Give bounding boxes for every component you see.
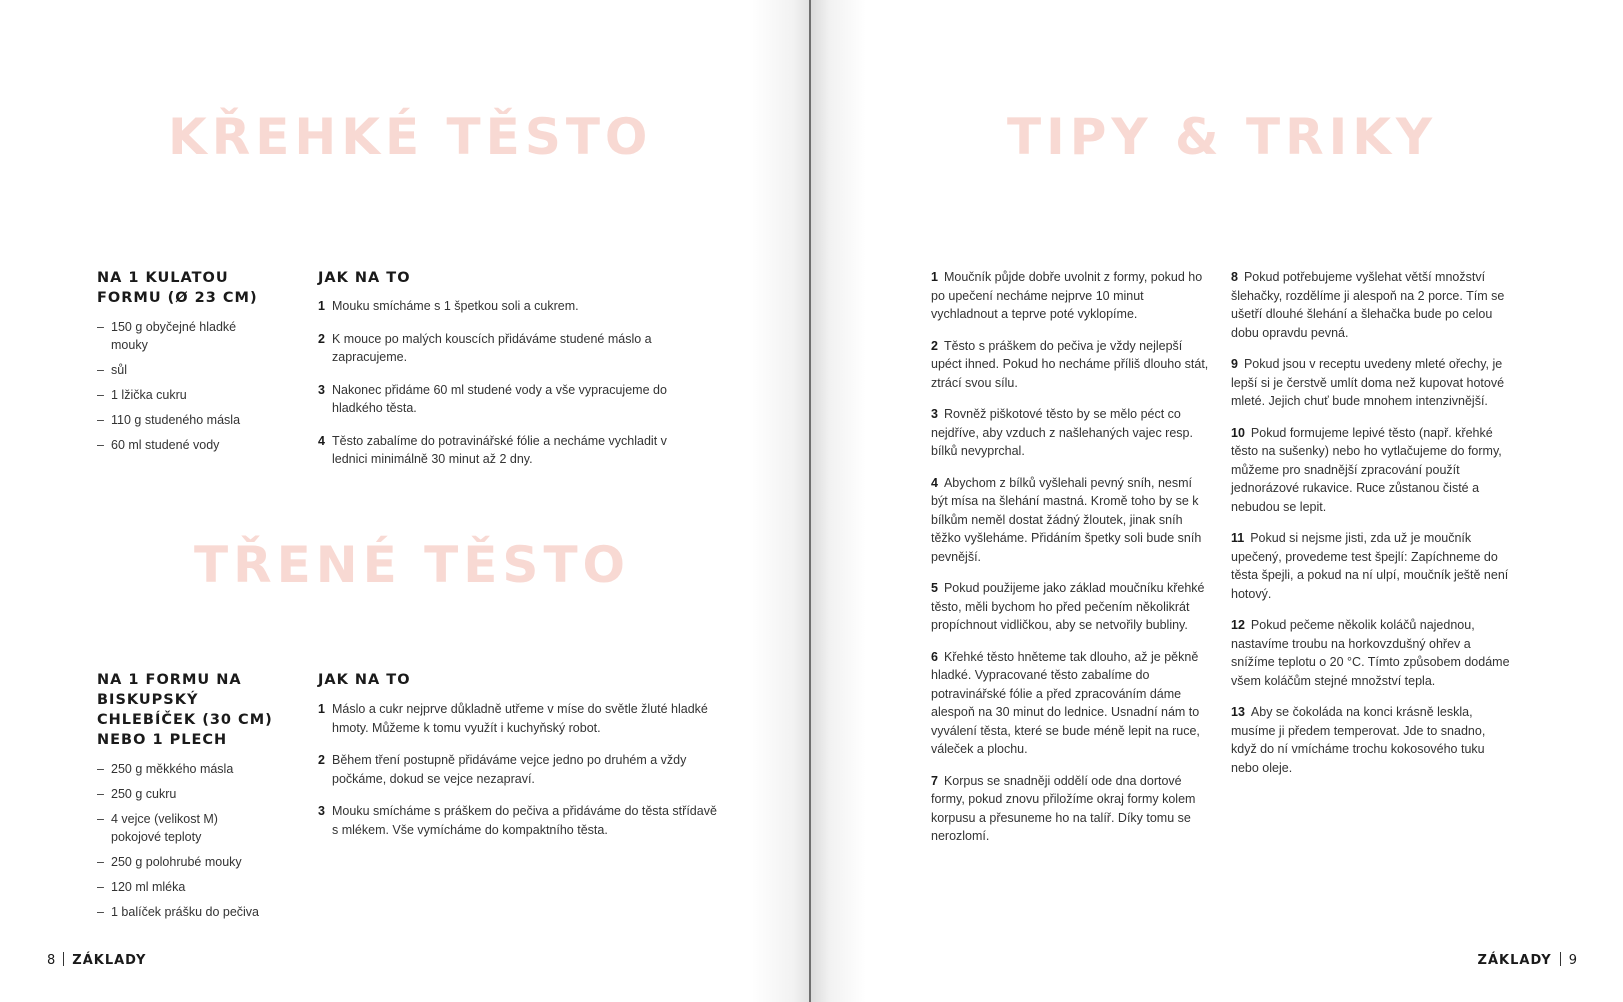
ingredient-item: – 4 vejce (velikost M) pokojové teploty [97,810,267,846]
ingredient-item: – 250 g cukru [97,785,267,803]
step-number: 1 [318,702,325,716]
tip-item [1231,616,1511,690]
right-page [811,0,1623,1002]
step-number: 2 [318,753,325,767]
ingredients-list [97,318,262,461]
step-text: K mouce po malých kouscích přidáváme studené máslo a zapracujeme. [332,331,652,364]
step-item [318,802,718,839]
step-number: 3 [318,382,325,397]
steps-heading: JAK NA TO [318,270,411,286]
footer-section-name: ZÁKLADY [1477,953,1552,968]
tip-text: Pokud si nejsme jisti, zda už je moučník upečený, provedeme test špejlí: Zapíchneme do těsta špejli, a pokud na ní ulpí, moučník ještě není hotový. [1231,531,1509,601]
tip-item [1231,529,1511,603]
tip-item [931,772,1211,846]
ingredient-item: – 150 g obyčejné hladké mouky [97,318,262,354]
tip-item [931,337,1211,393]
step-number: 3 [318,804,325,818]
ingredient-item: – 120 ml mléka [97,878,267,896]
tip-text: Těsto s práškem do pečiva je vždy nejlepší upéct ihned. Pokud ho necháme příliš dlouho stát, ztrácí svou sílu. [931,338,1209,390]
spine-shadow-left [751,0,811,1002]
page-footer-right [1478,952,1577,970]
tip-number: 12 [1231,618,1245,632]
ingredient-item: – 110 g studeného másla [97,411,262,429]
steps-heading: JAK NA TO [318,672,411,688]
ingredients-list [97,760,267,928]
ingredient-item: – 1 lžička cukru [97,386,262,404]
step-item [318,381,688,418]
footer-section-name: ZÁKLADY [72,953,147,968]
spine-shadow-right [811,0,866,1002]
footer-divider [63,952,64,966]
footer-divider [1560,952,1561,966]
tip-item [931,579,1211,635]
step-item [318,297,688,316]
tips-column-1 [931,268,1211,859]
step-item [318,330,688,367]
page-number: 9 [1568,953,1577,968]
tip-number: 8 [1231,270,1238,284]
tip-text: Pokud formujeme lepivé těsto (např. křehké těsto na sušenky) nebo ho vytlačujeme do formy, můžeme pro snadnější zpracování použít jednorázové rukavice. Ruce zůstanou čisté a nebudou se lepit. [1231,425,1502,514]
step-text: Nakonec přidáme 60 ml studené vody a vše vypracujeme do hladkého těsta. [332,382,667,415]
tip-item [1231,355,1511,411]
tip-number: 4 [931,475,938,490]
tip-number: 9 [1231,357,1238,371]
step-text: Během tření postupně přidáváme vejce jedno po druhém a vždy počkáme, dokud se vejce nezapraví. [332,753,687,786]
tip-text: Moučník půjde dobře uvolnit z formy, pokud ho po upečení necháme nejprve 10 minut vychladnout a teprve poté vyklopíme. [931,270,1203,321]
ingredient-item: – 250 g měkkého másla [97,760,267,778]
tip-item [931,474,1211,567]
tip-item [1231,703,1511,777]
tip-item [1231,268,1511,342]
step-number: 1 [318,299,325,313]
tip-text: Křehké těsto hněteme tak dlouho, až je pěkně hladké. Vypracované těsto zabalíme do potravinářské fólie a před zpracováním dáme alespoň na 30 minut do lednice. Usnadní nám to vyválení těsta, které se bude méně lepit na ruce, váleček a plochu. [931,649,1200,756]
left-page [0,0,811,1002]
section-title-tipy-triky: TIPY & TRIKY [1007,108,1438,166]
page-number: 8 [47,953,56,968]
ingredients-heading: NA 1 FORMU NA BISKUPSKÝ CHLEBÍČEK (30 CM) NEBO 1 PLECH [97,672,273,748]
tip-number: 3 [931,407,938,421]
tip-item [931,268,1211,324]
section-title-trene-testo: TŘENÉ TĚSTO [194,536,631,594]
ingredient-item: – sůl [97,361,262,379]
section-title-krehke-testo: KŘEHKÉ TĚSTO [168,108,653,166]
tips-column-2 [1231,268,1511,790]
ingredient-item: – 250 g polohrubé mouky [97,853,267,871]
tip-item [931,648,1211,759]
step-text: Mouku smícháme s 1 špetkou soli a cukrem. [332,299,579,313]
tip-number: 13 [1231,705,1245,719]
ingredient-item: – 1 balíček prášku do pečiva [97,903,267,921]
ingredient-item: – 60 ml studené vody [97,436,262,454]
step-number: 4 [318,433,325,448]
tip-text: Pokud potřebujeme vyšlehat větší množství šlehačky, rozdělíme ji alespoň na 2 porce. Tím se ušetří dlouhé šlehání a šlehačka bude po celou dobu opravdu pevná. [1231,270,1505,340]
steps-list [318,297,688,483]
tip-number: 7 [931,773,938,788]
tip-text: Pokud jsou v receptu uvedeny mleté ořechy, je lepší si je čerstvě umlít doma než kupovat hotové mleté. Jejich chuť bude mnohem intenzivnější. [1231,357,1505,408]
step-text: Máslo a cukr nejprve důkladně utřeme v míse do světle žluté hladké hmoty. Můžeme k tomu využít i kuchyňský robot. [332,702,708,735]
tip-text: Pokud použijeme jako základ moučníku křehké těsto, měli bychom ho před pečením několikrát propíchnout vidličkou, aby se netvořily bubliny. [931,581,1205,632]
ingredients-heading: NA 1 KULATOU FORMU (Ø 23 CM) [97,270,258,306]
step-item [318,700,718,737]
step-number: 2 [318,331,325,346]
step-item [318,432,688,469]
steps-list [318,700,718,853]
step-text: Těsto zabalíme do potravinářské fólie a necháme vychladit v lednici minimálně 30 minut až 2 dny. [332,433,667,466]
tip-text: Abychom z bílků vyšlehali pevný sníh, nesmí být mísa na šlehání mastná. Kromě toho by se k bílkům neměl dostat žádný žloutek, jinak sníh těžko vyšleháme. Přidáním špetky soli bude sníh pevnější. [931,475,1202,564]
tip-number: 10 [1231,425,1245,440]
tip-number: 6 [931,649,938,664]
tip-text: Korpus se snadněji oddělí ode dna dortové formy, pokud znovu přiložíme okraj formy kolem korpusu a přesuneme ho na talíř. Díky tomu se nerozlomí. [931,773,1196,843]
tip-item [1231,424,1511,517]
step-text: Mouku smícháme s práškem do pečiva a přidáváme do těsta střídavě s mlékem. Vše vymícháme do kompaktního těsta. [332,804,717,837]
tip-number: 5 [931,581,938,595]
tip-item [931,405,1211,461]
tip-text: Pokud pečeme několik koláčů najednou, nastavíme troubu na horkovzdušný ohřev a snížíme teplotu o 20 °C. Tímto způsobem dodáme všem koláčům stejné množství tepla. [1231,618,1510,688]
tip-number: 11 [1231,531,1245,545]
page-footer-left [47,952,146,970]
tip-text: Rovněž piškotové těsto by se mělo péct co nejdříve, aby vzduch z našlehaných vajec resp. bílků nevyprchal. [931,407,1193,458]
tip-number: 2 [931,338,938,353]
tip-number: 1 [931,270,938,284]
step-item [318,751,718,788]
tip-text: Aby se čokoláda na konci krásně leskla, musíme ji předem temperovat. Jde to snadno, když do ní vmícháme trochu kokosového tuku nebo oleje. [1231,705,1486,775]
